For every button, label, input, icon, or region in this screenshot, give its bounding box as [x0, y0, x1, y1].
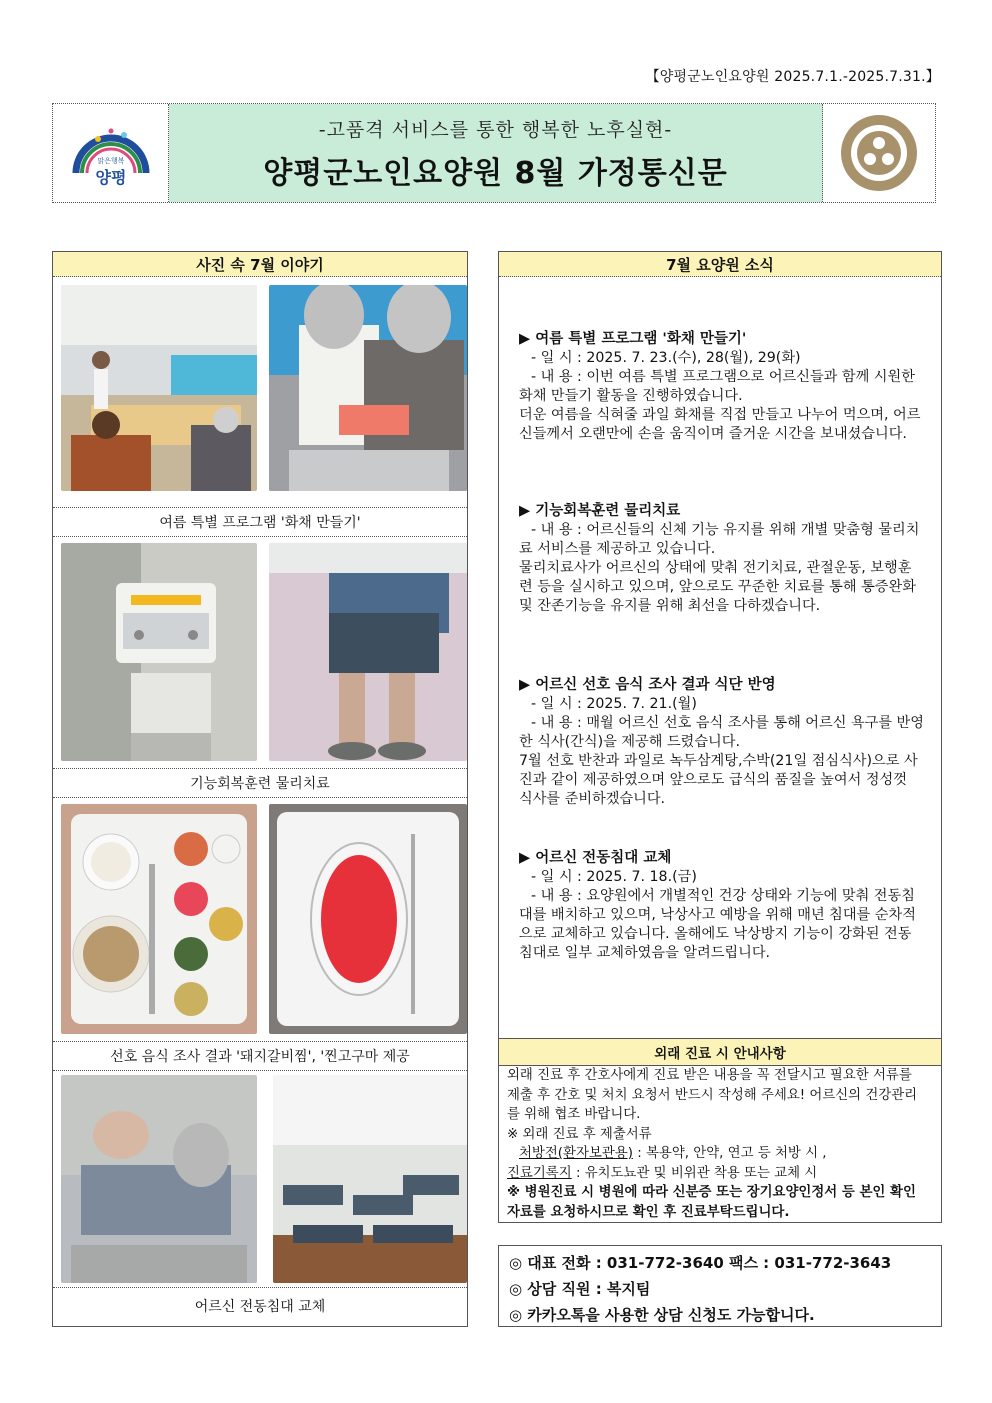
news-line: - 내 용 : 이번 여름 특별 프로그램으로 어르신들과 함께 시원한 화채 만들기 활동을 진행하였습니다.	[519, 369, 915, 404]
notice-intro: 외래 진료 후 간호사에게 진료 받은 내용을 꼭 전달시고 필요한 서류를 제출 후 간호 및 처치 요청서 반드시 작성해 주세요! 어르신의 건강관리를 위해 협조 바랍니다.	[507, 1068, 918, 1122]
notice-item-key: 처방전(환자보관용)	[519, 1146, 633, 1161]
news-line: 물리치료사가 어르신의 상태에 맞춰 전기치료, 관절운동, 보행훈련 등을 실시하고 있으며, 앞으로도 꾸준한 치료를 통해 통증완화 및 잔존기능을 유지를 위해 최선을 다하겠습니다.	[519, 560, 916, 614]
photo-meal-tray	[61, 804, 257, 1034]
contact-staff: ◎ 상담 직원 : 복지팀	[509, 1280, 651, 1298]
caption-1: 여름 특별 프로그램 '화채 만들기'	[53, 508, 467, 537]
slogan: -고품격 서비스를 통한 행복한 노후실현-	[318, 118, 673, 141]
photo-therapy-device	[61, 543, 257, 761]
notice-heading: 외래 진료 시 안내사항	[499, 1038, 941, 1066]
news-section-4	[509, 849, 933, 963]
contact-box	[498, 1245, 942, 1327]
caption-3: 선호 음식 조사 결과 '돼지갈비찜', '찐고구마 제공	[53, 1042, 467, 1071]
news-line: - 내 용 : 요양원에서 개별적인 건강 상태와 기능에 맞춰 전동침대를 배치하고 있으며, 낙상사고 예방을 위해 매년 침대를 순차적으로 교체하고 있습니다. 올해에도 낙상방지 기능이 강화된 전동 침대로 일부 교체하였음을 알려드립니다.	[519, 888, 916, 961]
news-title: ▶ 어르신 선호 음식 조사 결과 식단 반영	[519, 677, 776, 693]
contact-kakao: ◎ 카카오톡을 사용한 상담 신청도 가능합니다.	[509, 1306, 815, 1324]
yangpyeong-logo	[53, 104, 169, 202]
photo-row-3	[53, 798, 467, 1042]
notice-item-record	[507, 1164, 927, 1184]
svg-text:양평: 양평	[95, 168, 126, 187]
news-column	[498, 251, 942, 1223]
photo-electrotherapy	[269, 543, 467, 761]
photo-making-hwachae	[269, 285, 467, 491]
photo-column-heading: 사진 속 7월 이야기	[53, 252, 467, 277]
photo-row-1	[53, 277, 467, 508]
news-section-1	[509, 330, 933, 444]
notice-item-key: 진료기록지	[507, 1165, 572, 1181]
news-line: 더운 여름을 식혀줄 과일 화채를 직접 만들고 나누어 먹으며, 어르신들께서 오랜만에 손을 움직이며 즐거운 시간을 보내셨습니다.	[519, 407, 921, 442]
news-line: 7월 선호 반찬과 과일로 녹두삼계탕,수박(21일 점심식사)으로 사진과 같이 제공하였으며 앞으로도 급식의 품질을 높여서 정성껏 식사를 준비하겠습니다.	[519, 753, 918, 807]
news-line: - 일 시 : 2025. 7. 21.(월)	[531, 696, 697, 712]
contact-phone: ◎ 대표 전화 : 031-772-3640 팩스 : 031-772-3643	[509, 1254, 892, 1272]
news-section-3	[509, 676, 933, 809]
news-column-heading: 7월 요양원 소식	[499, 252, 941, 277]
photo-row-2	[53, 537, 467, 769]
photo-program-room	[61, 285, 257, 491]
caption-4: 어르신 전동침대 교체	[194, 1299, 326, 1315]
photo-watermelon	[269, 804, 467, 1034]
news-title: ▶ 여름 특별 프로그램 '화채 만들기'	[519, 331, 747, 347]
photo-row-4	[53, 1071, 467, 1288]
svg-text:맑은행복: 맑은행복	[96, 157, 125, 165]
page-title: 양평군노인요양원 8월 가정통신문	[263, 155, 728, 191]
news-section-2	[509, 502, 933, 616]
caption-2: 기능회복훈련 물리치료	[53, 769, 467, 798]
news-line: - 일 시 : 2025. 7. 23.(수), 28(월), 29(화)	[531, 350, 801, 366]
notice-sub: ※ 외래 진료 후 제출서류	[507, 1126, 652, 1142]
notice-item-prescription	[507, 1144, 927, 1164]
news-line: - 내 용 : 어르신들의 신체 기능 유지를 위해 개별 맞춤형 물리치료 서비스를 제공하고 있습니다.	[519, 522, 920, 557]
title-block	[169, 104, 823, 202]
photo-resident-bed	[61, 1075, 257, 1283]
news-title: ▶ 기능회복훈련 물리치료	[519, 503, 681, 519]
period-label: 【양평군노인요양원 2025.7.1.-2025.7.31.】	[645, 69, 940, 85]
outpatient-notice	[507, 1066, 927, 1222]
news-line: - 일 시 : 2025. 7. 18.(금)	[531, 869, 697, 885]
notice-item-val: : 유치도뇨관 및 비위관 착용 또는 교체 시	[571, 1165, 818, 1181]
photo-column	[52, 251, 468, 1327]
notice-item-val: : 복용약, 안약, 연고 등 처방 시 ,	[632, 1146, 827, 1161]
news-line: - 내 용 : 매월 어르신 선호 음식 조사를 통해 어르신 욕구를 반영한 식사(간식)을 제공해 드렸습니다.	[519, 715, 924, 750]
header-banner	[52, 103, 936, 203]
notice-bold: ※ 병원진료 시 병원에 따라 신분증 또는 장기요양인정서 등 본인 확인 자료를 요청하시므로 확인 후 진료부탁드립니다.	[507, 1185, 916, 1220]
photo-electric-beds	[273, 1075, 467, 1283]
news-title: ▶ 어르신 전동침대 교체	[519, 850, 672, 866]
emblem-icon	[823, 104, 935, 202]
